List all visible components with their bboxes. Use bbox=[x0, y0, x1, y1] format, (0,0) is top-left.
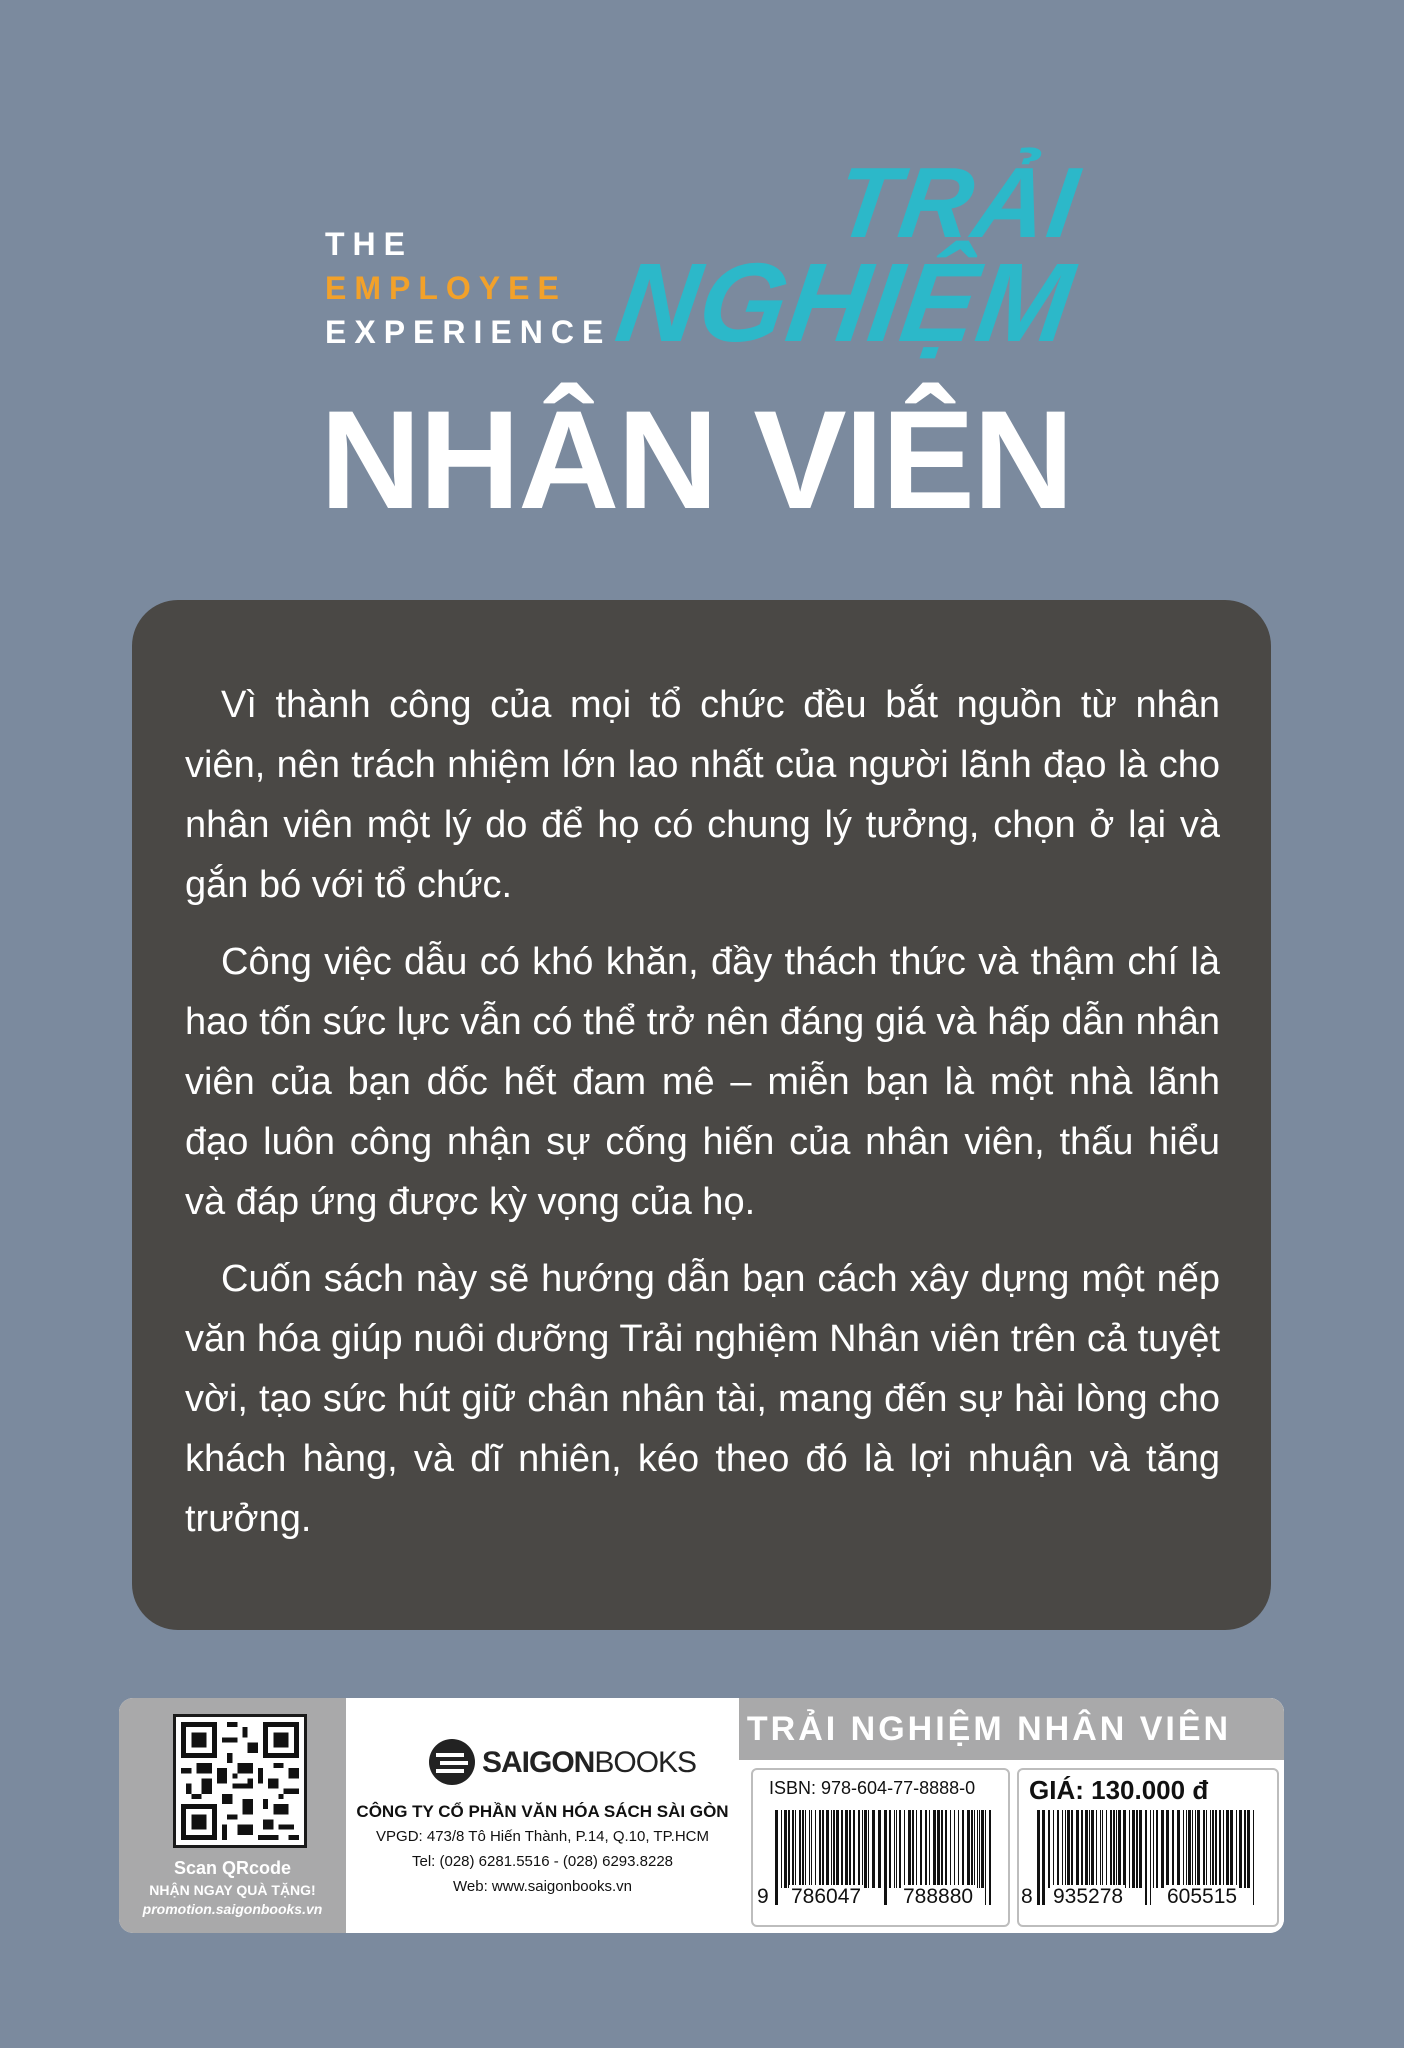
publisher-logo bbox=[426, 1736, 697, 1790]
price-barcode-digits-right: 605515 bbox=[1167, 1885, 1238, 1908]
script-title-trai: TRẢI bbox=[829, 147, 1087, 259]
book-title-label: TRẢI NGHIỆM NHÂN VIÊN bbox=[746, 1710, 1232, 1748]
qr-gift-label: NHẬN NGAY QUÀ TẶNG! bbox=[149, 1882, 316, 1898]
bottom-info-bar bbox=[119, 1698, 1284, 1933]
qr-url[interactable]: promotion.saigonbooks.vn bbox=[142, 1901, 323, 1917]
isbn-barcode-digits-left: 786047 bbox=[791, 1885, 862, 1908]
price-barcode-digit-first: 8 bbox=[1021, 1885, 1033, 1908]
saigonbooks-logo-icon bbox=[426, 1736, 478, 1788]
description-text bbox=[185, 675, 1220, 1566]
price-barcode-digits-left: 935278 bbox=[1053, 1885, 1124, 1908]
qr-code-icon[interactable] bbox=[173, 1714, 307, 1848]
description-paragraph-1: Vì thành công của mọi tổ chức đều bắt nguồn từ nhân viên, nên trách nhiệm lớn lao nhất của người lãnh đạo là cho nhân viên một lý do để họ có chung lý tưởng, chọn ở lại và gắn bó với tổ chức. bbox=[185, 684, 1220, 906]
publisher-website[interactable]: Web: www.saigonbooks.vn bbox=[453, 1878, 632, 1895]
publisher-phone: Tel: (028) 6281.5516 - (028) 6293.8228 bbox=[411, 1853, 674, 1870]
english-title-experience: EXPERIENCE bbox=[325, 314, 612, 350]
script-title-nghiem: NGHIỆM bbox=[609, 240, 1082, 365]
logo-text-saigon: SAIGON bbox=[482, 1746, 595, 1779]
description-paragraph-3: Cuốn sách này sẽ hướng dẫn bạn cách xây dựng một nếp văn hóa giúp nuôi dưỡng Trải nghiệm Nhân viên trên cả tuyệt vời, tạo sức hút giữ chân nhân tài, mang đến sự hài lòng cho khách hàng, và dĩ nhiên, kéo theo đó là lợi nhuận và tăng trưởng. bbox=[185, 1258, 1220, 1540]
main-title: NHÂN VIÊN bbox=[320, 381, 1073, 538]
isbn-barcode-digits-right: 788880 bbox=[903, 1885, 974, 1908]
isbn-price-section bbox=[739, 1698, 1284, 1933]
english-title-employee: EMPLOYEE bbox=[325, 270, 567, 306]
isbn-barcode-box bbox=[751, 1768, 1010, 1927]
publisher-logo-text bbox=[482, 1746, 696, 1780]
isbn-barcode-digit-first: 9 bbox=[757, 1885, 769, 1908]
english-title-the: THE bbox=[325, 226, 413, 262]
english-title bbox=[325, 222, 611, 354]
book-title-banner bbox=[739, 1698, 1284, 1760]
qr-scan-label: Scan QRcode bbox=[173, 1858, 292, 1878]
price-label: GIÁ: 130.000 đ bbox=[1029, 1775, 1209, 1805]
isbn-label: ISBN: 978-604-77-8888-0 bbox=[769, 1778, 976, 1798]
description-paragraph-2: Công việc dẫu có khó khăn, đầy thách thức và thậm chí là hao tốn sức lực vẫn có thể trở nên đáng giá và hấp dẫn nhân viên của bạn dốc hết đam mê – miễn bạn là một nhà lãnh đạo luôn công nhận sự cống hiến của nhân viên, thấu hiểu và đáp ứng được kỳ vọng của họ. bbox=[185, 941, 1220, 1223]
logo-text-books: BOOKS bbox=[594, 1746, 697, 1779]
publisher-address: VPGD: 473/8 Tô Hiến Thành, P.14, Q.10, TP.HCM bbox=[376, 1828, 709, 1845]
publisher-section bbox=[346, 1698, 739, 1933]
price-barcode-box bbox=[1017, 1768, 1279, 1927]
qr-section bbox=[119, 1698, 346, 1933]
publisher-company: CÔNG TY CỔ PHẦN VĂN HÓA SÁCH SÀI GÒN bbox=[356, 1802, 729, 1821]
